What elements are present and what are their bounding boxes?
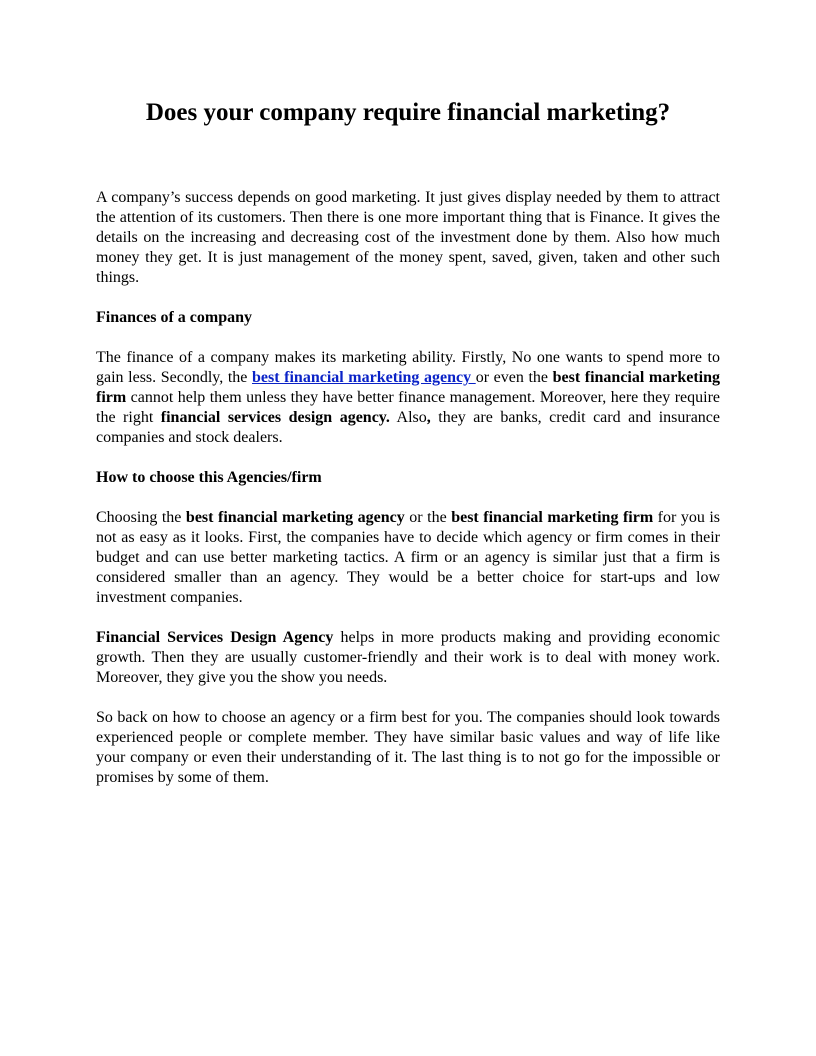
text-run: cannot help them unless they have better finance management. Moreover, here they require the right — [96, 389, 720, 426]
document-title: Does your company require financial marketing? — [145, 99, 671, 126]
text-run: Also — [389, 409, 427, 426]
text-run: or the — [404, 509, 452, 526]
text-run: or even the — [475, 369, 553, 386]
text-run: Choosing the — [96, 509, 186, 526]
text-run: for you is not as easy as it looks. First, the companies have to decide which agency or firm comes in their budget and can use better marketing tactics. A firm or an agency is similar just that a firm is considered smaller than an agency. They would be a better choice for start-ups and low investment companies. — [96, 509, 721, 606]
text-run: helps in more products making and providing economic growth. Then they are usually customer-friendly and their work is to deal with money work. Moreover, they give you the show you needs. — [96, 629, 721, 686]
closing-paragraph: So back on how to choose an agency or a firm best for you. The companies should look towards experienced people or complete member. They have similar basic values and way of life like your company or even their understanding of it. The last thing is to not go for the impossible or promises by some of them. — [96, 709, 720, 786]
section-heading-finances: Finances of a company — [96, 309, 252, 326]
document-body — [96, 188, 720, 808]
best-financial-marketing-agency-link[interactable]: best financial marketing agency — [252, 369, 476, 386]
text-run: The finance of a company makes its marketing ability. Firstly, No one wants to spend more to gain less. Secondly, the — [96, 349, 720, 386]
bold-run: financial services design agency. — [160, 409, 390, 426]
bold-run: best financial marketing agency — [185, 509, 405, 526]
design-agency-paragraph — [96, 628, 720, 688]
text-run: they are banks, credit card and insurance companies and stock dealers. — [96, 409, 721, 446]
bold-run: best financial marketing firm — [96, 369, 721, 406]
bold-run: best financial marketing firm — [451, 509, 654, 526]
choose-paragraph — [96, 508, 720, 608]
intro-paragraph: A company’s success depends on good marketing. It just gives display needed by them to attract the attention of its customers. Then there is one more important thing that is Finance. It gives the details on the increasing and decreasing cost of the investment done by them. Also how much money they get. It is just management of the money spent, saved, given, taken and other such things. — [96, 189, 720, 286]
bold-run: , — [426, 409, 431, 426]
finances-paragraph — [96, 348, 720, 448]
section-heading-choose: How to choose this Agencies/firm — [96, 469, 322, 486]
bold-run: Financial Services Design Agency — [96, 629, 334, 646]
